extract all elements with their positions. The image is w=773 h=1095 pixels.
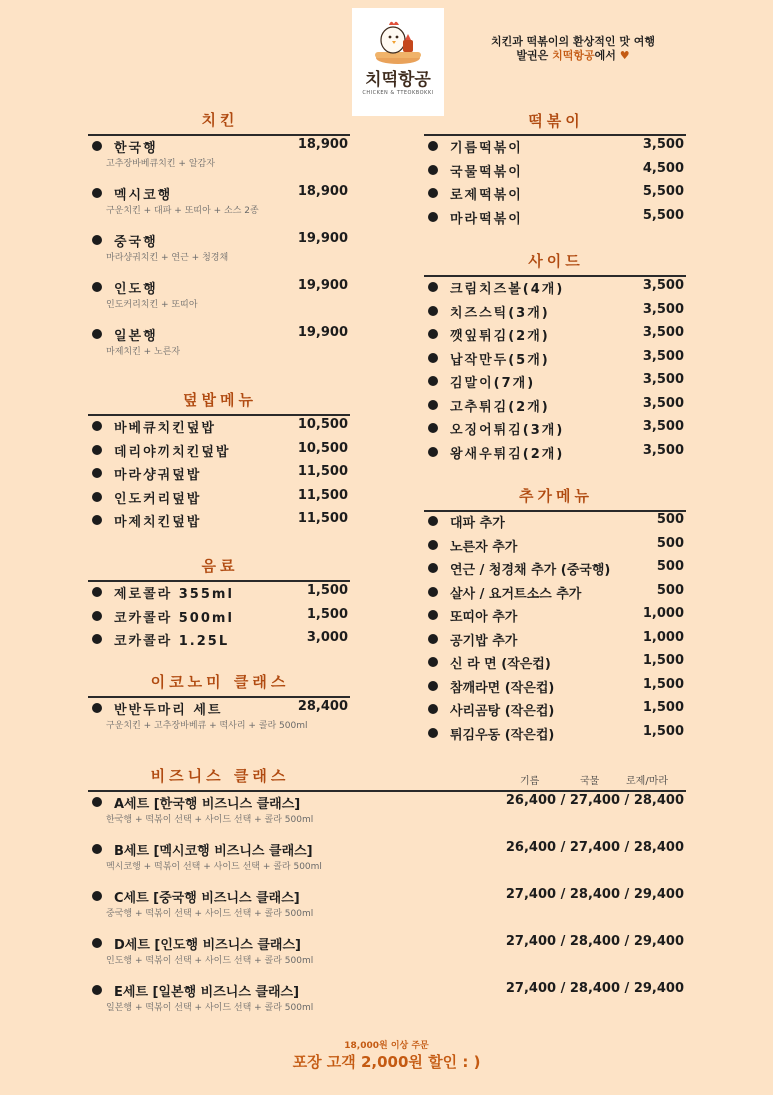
item-description: 멕시코행 + 떡볶이 선택 + 사이드 선택 + 콜라 500ml (106, 862, 322, 872)
extra-menu-item (428, 512, 684, 534)
item-name: 로제떡볶이 (450, 188, 523, 203)
bullet-icon (428, 587, 438, 597)
item-name: 고추튀김(2개) (450, 399, 550, 415)
economy-menu-item (92, 699, 348, 731)
drinks-section-title: 음료 (201, 557, 239, 575)
chicken-menu-item (92, 278, 348, 310)
bullet-icon (92, 587, 102, 597)
business-menu-item (92, 793, 684, 825)
bullet-icon (428, 212, 438, 222)
column-header-rose-mala: 로제/마라 (626, 776, 669, 787)
item-price: 500 (656, 512, 684, 527)
drinks-menu-item (92, 607, 348, 629)
item-name: 납작만두(5개) (450, 352, 550, 368)
item-price: 11,500 (297, 464, 348, 479)
tagline-accent: 치떡항공 (552, 49, 595, 62)
item-price: 5,500 (642, 207, 684, 223)
side-menu-item (428, 278, 684, 300)
bullet-icon (92, 282, 102, 292)
item-price: 3,500 (642, 348, 684, 364)
bullet-icon (428, 610, 438, 620)
bullet-icon (92, 844, 102, 854)
item-name: 중국행 (114, 235, 158, 250)
tteok-section-divider (424, 134, 686, 136)
bullet-icon (92, 611, 102, 621)
item-name: 연근 / 청경채 추가 (중국행) (450, 563, 611, 578)
business-section-title: 비즈니스 클래스 (150, 767, 290, 785)
item-name: 또띠아 추가 (450, 610, 518, 625)
tteok-menu-item (428, 137, 684, 159)
side-menu-item (428, 302, 684, 324)
item-price: 1,000 (642, 606, 684, 621)
item-price: 27,400 / 28,400 / 29,400 (505, 887, 684, 902)
item-name: C세트 [중국행 비즈니스 클래스] (114, 891, 300, 906)
rice-menu-item (92, 511, 348, 533)
item-price: 1,500 (642, 676, 684, 692)
extra-menu-item (428, 559, 684, 581)
item-price: 3,500 (642, 395, 684, 411)
item-name: 오징어튀김(3개) (450, 423, 565, 438)
item-name: D세트 [인도행 비즈니스 클래스] (114, 938, 301, 953)
item-name: 제로콜라 355ml (114, 587, 234, 602)
bullet-icon (92, 468, 102, 478)
item-description: 고추장바베큐치킨 + 알감자 (106, 159, 215, 169)
item-name: 인도커리덮밥 (114, 491, 202, 507)
chicken-section-divider (88, 134, 350, 136)
item-description: 마라샹궈치킨 + 연근 + 청경채 (106, 253, 229, 263)
bullet-icon (428, 728, 438, 738)
item-price: 26,400 / 27,400 / 28,400 (505, 793, 684, 808)
item-price: 18,900 (297, 184, 348, 199)
item-price: 11,500 (297, 487, 348, 503)
item-name: 코카콜라 1.25L (114, 634, 230, 649)
item-price: 28,400 (297, 699, 348, 714)
bullet-icon (92, 141, 102, 151)
tagline-pre: 발권은 (516, 49, 553, 62)
rice-section-divider (88, 414, 350, 416)
side-section-divider (424, 275, 686, 277)
bullet-icon (92, 985, 102, 995)
item-description: 인도행 + 떡볶이 선택 + 사이드 선택 + 콜라 500ml (106, 956, 314, 966)
item-price: 27,400 / 28,400 / 29,400 (505, 981, 684, 996)
item-name: 마라샹궈덮밥 (114, 468, 202, 483)
item-name: E세트 [일본행 비즈니스 클래스] (114, 985, 300, 1000)
item-description: 구운치킨 + 대파 + 또띠아 + 소스 2종 (106, 206, 259, 216)
heart-icon: ♥ (619, 49, 630, 62)
item-name: A세트 [한국행 비즈니스 클래스] (114, 797, 301, 812)
extra-section-title: 추가메뉴 (519, 487, 593, 505)
extra-menu-item (428, 583, 684, 605)
bullet-icon (92, 445, 102, 455)
bullet-icon (428, 657, 438, 667)
item-price: 500 (656, 559, 684, 574)
item-name: 참깨라면 (작은컵) (450, 680, 555, 696)
item-price: 19,900 (297, 231, 348, 246)
drinks-menu-item (92, 630, 348, 652)
column-header-oil: 기름 (520, 776, 540, 787)
side-menu-item (428, 443, 684, 465)
bullet-icon (92, 235, 102, 245)
item-price: 1,500 (642, 653, 684, 668)
chicken-menu-item (92, 184, 348, 216)
bullet-icon (92, 703, 102, 713)
tteok-menu-item (428, 184, 684, 206)
tagline-line1: 치킨과 떡볶이의 환상적인 맛 여행 (490, 35, 656, 48)
bullet-icon (92, 188, 102, 198)
economy-section-divider (88, 696, 350, 698)
extra-menu-item (428, 536, 684, 558)
bullet-icon (428, 329, 438, 339)
item-price: 3,000 (306, 630, 348, 645)
footer-min-order: 18,000원 이상 주문 (344, 1041, 429, 1051)
item-price: 1,500 (306, 583, 348, 598)
side-menu-item (428, 325, 684, 347)
item-price: 1,500 (642, 700, 684, 715)
item-price: 3,500 (642, 419, 684, 434)
item-price: 10,500 (297, 440, 348, 456)
bullet-icon (428, 516, 438, 526)
item-name: 튀김우동 (작은컵) (450, 727, 555, 743)
extra-menu-item (428, 606, 684, 628)
item-description: 일본행 + 떡볶이 선택 + 사이드 선택 + 콜라 500ml (106, 1003, 314, 1013)
item-name: 일본행 (114, 329, 158, 344)
item-name: 깻잎튀김(2개) (450, 329, 550, 344)
business-menu-item (92, 887, 684, 919)
item-price: 3,500 (642, 325, 684, 340)
item-price: 10,500 (297, 417, 348, 432)
tagline (468, 35, 678, 63)
item-price: 18,900 (297, 137, 348, 152)
bullet-icon (92, 329, 102, 339)
item-name: 인도행 (114, 282, 158, 297)
bullet-icon (428, 353, 438, 363)
item-price: 500 (656, 582, 684, 598)
bullet-icon (428, 165, 438, 175)
item-price: 4,500 (642, 160, 684, 176)
item-price: 1,500 (642, 723, 684, 739)
item-name: 기름떡볶이 (450, 141, 523, 156)
bullet-icon (428, 540, 438, 550)
column-header-soup: 국물 (580, 776, 600, 787)
rice-section-title: 덮밥메뉴 (183, 391, 257, 409)
item-name: 한국행 (114, 141, 158, 156)
extra-menu-item (428, 724, 684, 746)
business-section-divider (88, 790, 686, 792)
item-price: 11,500 (297, 511, 348, 526)
bullet-icon (428, 563, 438, 573)
chicken-menu-item (92, 137, 348, 169)
bullet-icon (428, 306, 438, 316)
item-name: 공기밥 추가 (450, 633, 518, 649)
item-name: 마제치킨덮밥 (114, 515, 202, 530)
extra-menu-item (428, 653, 684, 675)
item-description: 구운치킨 + 고추장바베큐 + 떡사리 + 콜라 500ml (106, 721, 308, 731)
item-name: 코카콜라 500ml (114, 610, 234, 626)
chicken-section-title: 치킨 (201, 111, 239, 129)
bullet-icon (428, 282, 438, 292)
bullet-icon (428, 634, 438, 644)
item-name: 대파 추가 (450, 516, 505, 531)
extra-menu-item (428, 630, 684, 652)
item-price: 19,900 (297, 325, 348, 340)
item-name: 왕새우튀김(2개) (450, 446, 565, 462)
item-price: 27,400 / 28,400 / 29,400 (505, 934, 684, 949)
bullet-icon (92, 797, 102, 807)
bullet-icon (428, 681, 438, 691)
bullet-icon (428, 188, 438, 198)
rice-menu-item (92, 488, 348, 510)
footer-discount: 포장 고객 2,000원 할인 : ) (292, 1053, 481, 1071)
economy-section-title: 이코노미 클래스 (150, 673, 290, 691)
extra-menu-item (428, 677, 684, 699)
item-price: 1,000 (642, 629, 684, 645)
bullet-icon (428, 376, 438, 386)
item-description: 한국행 + 떡볶이 선택 + 사이드 선택 + 콜라 500ml (106, 815, 314, 825)
business-menu-item (92, 981, 684, 1013)
tagline-post: 에서 (594, 49, 616, 62)
brand-name: 치떡항공 (365, 70, 431, 90)
item-name: 반반두마리 세트 (114, 703, 223, 718)
item-price: 3,500 (642, 301, 684, 317)
bullet-icon (92, 515, 102, 525)
item-price: 1,500 (306, 606, 348, 622)
item-name: 김말이(7개) (450, 376, 536, 391)
bullet-icon (92, 421, 102, 431)
drinks-menu-item (92, 583, 348, 605)
side-menu-item (428, 372, 684, 394)
item-name: 신 라 면 (작은컵) (450, 657, 551, 672)
tteok-menu-item (428, 208, 684, 230)
business-menu-item (92, 934, 684, 966)
bullet-icon (428, 704, 438, 714)
item-name: B세트 [멕시코행 비즈니스 클래스] (114, 844, 313, 859)
item-name: 국물떡볶이 (450, 164, 523, 180)
chicken-menu-item (92, 231, 348, 263)
item-name: 마라떡볶이 (450, 211, 523, 227)
chicken-menu-item (92, 325, 348, 357)
bullet-icon (428, 141, 438, 151)
side-menu-item (428, 349, 684, 371)
brand-logo (352, 8, 444, 116)
item-name: 멕시코행 (114, 188, 173, 203)
item-name: 바베큐치킨덮밥 (114, 421, 216, 436)
drinks-section-divider (88, 580, 350, 582)
side-menu-item (428, 419, 684, 441)
bullet-icon (92, 492, 102, 502)
item-price: 3,500 (642, 372, 684, 387)
chicken-mascot-icon (369, 12, 427, 70)
item-price: 26,400 / 27,400 / 28,400 (505, 840, 684, 855)
rice-menu-item (92, 464, 348, 486)
bullet-icon (92, 891, 102, 901)
item-name: 치즈스틱(3개) (450, 305, 550, 321)
item-price: 5,500 (642, 184, 684, 199)
business-menu-item (92, 840, 684, 872)
bullet-icon (428, 400, 438, 410)
item-name: 사리곰탕 (작은컵) (450, 704, 555, 719)
item-name: 살사 / 요거트소스 추가 (450, 586, 582, 602)
item-description: 마제치킨 + 노른자 (106, 347, 181, 357)
bullet-icon (428, 423, 438, 433)
item-price: 500 (656, 535, 684, 551)
tteok-section-title: 떡볶이 (528, 112, 584, 130)
bullet-icon (92, 634, 102, 644)
item-name: 노른자 추가 (450, 539, 518, 555)
item-price: 3,500 (642, 137, 684, 152)
bullet-icon (92, 938, 102, 948)
side-menu-item (428, 396, 684, 418)
item-price: 3,500 (642, 442, 684, 458)
side-section-title: 사이드 (528, 252, 584, 270)
item-price: 3,500 (642, 278, 684, 293)
item-name: 크림치즈볼(4개) (450, 282, 565, 297)
tagline-line2 (468, 49, 678, 63)
extra-menu-item (428, 700, 684, 722)
item-price: 19,900 (297, 278, 348, 293)
rice-menu-item (92, 417, 348, 439)
item-description: 중국행 + 떡볶이 선택 + 사이드 선택 + 콜라 500ml (106, 909, 314, 919)
item-description: 인도커리치킨 + 또띠아 (106, 300, 198, 310)
tteok-menu-item (428, 161, 684, 183)
rice-menu-item (92, 441, 348, 463)
brand-subtitle: CHICKEN & TTEOKBOKKI (362, 90, 434, 96)
bullet-icon (428, 447, 438, 457)
item-name: 데리야끼치킨덮밥 (114, 444, 231, 460)
